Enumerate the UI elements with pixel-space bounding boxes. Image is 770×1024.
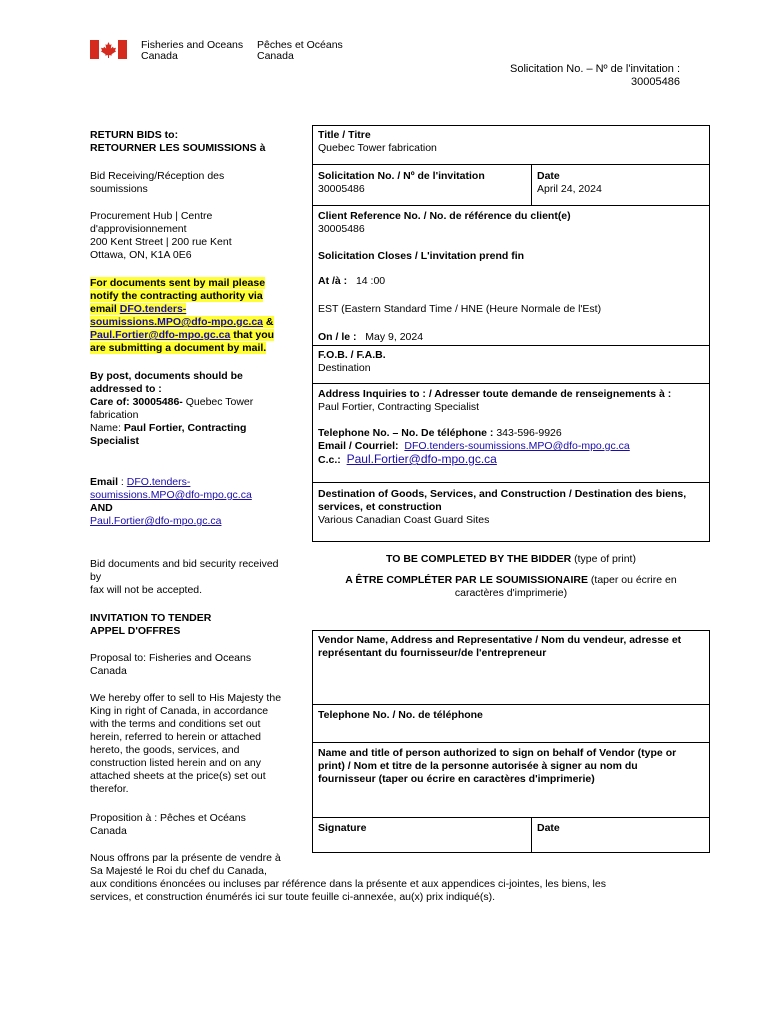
bidder-instructions	[312, 553, 710, 600]
vendor-telephone-label: Telephone No. / No. de téléphone	[318, 709, 483, 721]
return-bids-en: RETURN BIDS to:	[90, 129, 179, 141]
fax-line-2: by	[90, 571, 102, 583]
mail-notice-line-3: email	[90, 303, 120, 315]
solicitation-number-value: 30005486	[318, 183, 365, 195]
title-value: Quebec Tower fabrication	[318, 142, 437, 154]
bid-receiving-line-1: Bid Receiving/Réception des	[90, 170, 225, 182]
destination-cell	[313, 486, 709, 529]
invitation-to-tender	[90, 612, 211, 638]
mail-notice-line-1: For documents sent by mail please	[90, 277, 266, 289]
left-email-link-1[interactable]: DFO.tenders-	[126, 476, 191, 488]
itt-fr: APPEL D'OFFRES	[90, 625, 181, 637]
post-care-of: Care of: 30005486-	[90, 396, 183, 408]
post-name-label: Name:	[90, 422, 124, 434]
offer-line-8: therefor.	[90, 783, 129, 795]
authorized-person-label-1: Name and title of person authorized to sign on behalf of Vendor (type or	[318, 747, 677, 759]
inquiries-email-label: Email / Courriel:	[318, 440, 399, 452]
signature-label: Signature	[318, 822, 367, 834]
offer-line-3: with the terms and conditions set out	[90, 718, 261, 730]
bid-receiving	[90, 170, 224, 196]
bidder-instr-en: TO BE COMPLETED BY THE BIDDER	[386, 553, 572, 565]
title-cell	[313, 127, 442, 157]
dept-fr-line-1: Pêches et Océans	[257, 39, 343, 51]
header-solicitation-label: Solicitation No. – Nº de l'invitation :	[510, 63, 680, 75]
date-value: April 24, 2024	[537, 183, 602, 195]
address-line-1: Procurement Hub | Centre	[90, 210, 213, 222]
fax-line-1: Bid documents and bid security received	[90, 558, 279, 570]
authorized-person-field[interactable]	[313, 745, 709, 817]
dept-fr-line-2: Canada	[257, 50, 294, 62]
post-line-2: addressed to :	[90, 383, 162, 395]
fob-cell	[313, 347, 391, 377]
offer-line-2: King in right of Canada, in accordance	[90, 705, 269, 717]
mail-notice-line-6: are submitting a document by mail.	[90, 342, 267, 354]
inquiries-value: Paul Fortier, Contracting Specialist	[318, 401, 480, 413]
dept-en-line-1: Fisheries and Oceans	[141, 39, 244, 51]
solicitation-number-label: Solicitation No. / Nº de l'invitation	[318, 170, 485, 182]
proposal-en	[90, 652, 251, 678]
offer-text	[90, 692, 281, 796]
closes-timezone-value: EST (Eastern Standard Time / HNE (Heure Normale de l'Est)	[318, 303, 602, 315]
mail-notice-line-5: that you	[230, 329, 275, 341]
left-email-and: AND	[90, 502, 113, 514]
post-line-1: By post, documents should be	[90, 370, 243, 382]
closes-timezone	[313, 301, 606, 318]
vendor-telephone-field[interactable]	[313, 707, 709, 742]
left-email-label: Email	[90, 476, 119, 488]
bidder-instr-fr-note: (taper ou écrire en	[587, 574, 677, 586]
destination-label-line-1: Destination of Goods, Services, and Construction / Destination des biens,	[318, 488, 687, 500]
left-email-link-2[interactable]: soumissions.MPO@dfo-mpo.gc.ca	[90, 489, 252, 501]
client-reference-label: Client Reference No. / No. de référence du client(e)	[318, 210, 571, 222]
header-solicitation	[470, 63, 680, 89]
title-label: Title / Titre	[318, 129, 371, 141]
offer-fr-line-2: Sa Majesté le Roi du chef du Canada,	[90, 865, 267, 877]
return-bids-fr: RETOURNER LES SOUMISSIONS à	[90, 142, 266, 154]
proposal-en-line-1: Proposal to: Fisheries and Oceans	[90, 652, 252, 664]
fob-label: F.O.B. / F.A.B.	[318, 349, 386, 361]
post-notice	[90, 370, 253, 448]
authorized-person-label-2: print) / Nom et titre de la personne autorisée à signer au nom du	[318, 760, 638, 772]
header-solicitation-number: 30005486	[631, 76, 680, 88]
bidder-instr-en-note: (type of print)	[571, 553, 636, 565]
offer-line-5: hereto, the goods, services, and	[90, 744, 240, 756]
procurement-address	[90, 210, 232, 262]
offer-fr-line-3: aux conditions énoncées ou incluses par référence dans la présente et aux appendices ci-jointes, les biens, les	[90, 878, 606, 890]
mail-notice	[90, 277, 295, 355]
destination-value: Various Canadian Coast Guard Sites	[318, 514, 490, 526]
dept-en-line-2: Canada	[141, 50, 178, 62]
address-line-2: d'approvisionnement	[90, 223, 187, 235]
address-line-3: 200 Kent Street | 200 rue Kent	[90, 236, 232, 248]
inquiries-cc-label: C.c.:	[318, 454, 341, 466]
authorized-person-label-3: fournisseur (taper ou écrire en caractères d'imprimerie)	[318, 773, 595, 785]
closes-label: Solicitation Closes / L'invitation prend fin	[318, 250, 525, 262]
bid-receiving-line-2: soumissions	[90, 183, 148, 195]
left-email-link-3[interactable]: Paul.Fortier@dfo-mpo.gc.ca	[90, 515, 222, 527]
inquiries-cell	[313, 386, 709, 469]
vendor-name-label-1: Vendor Name, Address and Representative / Nom du vendeur, adresse et	[318, 634, 682, 646]
inquiries-tel-label: Telephone No. – No. De téléphone :	[318, 427, 494, 439]
destination-label-line-2: services, et construction	[318, 501, 442, 513]
post-line-6: Specialist	[90, 435, 140, 447]
return-bids	[90, 129, 265, 155]
proposal-fr-line-2: Canada	[90, 825, 127, 837]
inquiries-email-link[interactable]: DFO.tenders-soumissions.MPO@dfo-mpo.gc.ca	[404, 440, 630, 452]
vendor-name-field[interactable]	[313, 632, 709, 704]
bidder-instr-fr: A ÊTRE COMPLÉTER PAR LE SOUMISSIONAIRE	[345, 574, 588, 586]
mail-notice-line-2: notify the contracting authority via	[90, 290, 263, 302]
offer-line-1: We hereby offer to sell to His Majesty the	[90, 692, 282, 704]
client-reference-value: 30005486	[318, 223, 365, 235]
fax-notice	[90, 558, 279, 597]
closes-at-value: 14 :00	[355, 275, 386, 287]
closes-cell	[313, 248, 529, 265]
fob-value: Destination	[318, 362, 371, 374]
post-line-4: fabrication	[90, 409, 139, 421]
mail-notice-email-link-1[interactable]: DFO.tenders-	[119, 303, 187, 315]
dept-name-fr	[257, 40, 343, 62]
mail-notice-email-link-2[interactable]: soumissions.MPO@dfo-mpo.gc.ca	[90, 316, 264, 328]
closes-on-label: On / le :	[318, 331, 357, 343]
inquiries-cc-link[interactable]: Paul.Fortier@dfo-mpo.gc.ca	[346, 452, 497, 466]
bidder-instr-fr-note-2: caractères d'imprimerie)	[454, 587, 568, 599]
proposal-fr-line-1: Proposition à : Pêches et Océans	[90, 812, 246, 824]
mail-notice-ampersand: &	[263, 316, 274, 328]
offer-line-6: construction listed herein and on any	[90, 757, 262, 769]
proposal-fr	[90, 812, 246, 838]
signature-date-field[interactable]	[532, 820, 709, 853]
left-email-sep: :	[118, 476, 127, 488]
mail-notice-email-link-3[interactable]: Paul.Fortier@dfo-mpo.gc.ca	[90, 329, 231, 341]
proposal-en-line-2: Canada	[90, 665, 127, 677]
offer-fr-line-1: Nous offrons par la présente de vendre à	[90, 852, 281, 864]
signature-date-label: Date	[537, 822, 560, 834]
left-email-block	[90, 476, 252, 528]
closes-date	[313, 329, 428, 346]
date-label: Date	[537, 170, 560, 182]
closes-at-label: At /à :	[318, 275, 348, 287]
client-reference-cell	[313, 208, 576, 238]
fax-line-3: fax will not be accepted.	[90, 584, 203, 596]
canada-flag-icon	[90, 40, 127, 59]
offer-fr-line-4: services, et construction énumérés ici sur toute feuille ci-annexée, au(x) prix indiqué(s).	[90, 891, 496, 903]
vendor-name-label-2: représentant du fournisseur/de l'entrepreneur	[318, 647, 547, 659]
post-care-of-title: Quebec Tower	[182, 396, 254, 408]
offer-text-fr	[90, 852, 690, 904]
itt-en: INVITATION TO TENDER	[90, 612, 212, 624]
closes-on-value: May 9, 2024	[365, 331, 424, 343]
offer-line-7: attached sheets at the price(s) set out	[90, 770, 266, 782]
offer-line-4: herein, referred to herein or attached	[90, 731, 262, 743]
inquiries-label: Address Inquiries to : / Adresser toute demande de renseignements à :	[318, 388, 672, 400]
solicitation-number-cell	[313, 168, 490, 198]
dept-name-en	[141, 40, 243, 62]
closes-time	[313, 273, 390, 290]
address-line-4: Ottawa, ON, K1A 0E6	[90, 249, 192, 261]
signature-field[interactable]	[313, 820, 531, 853]
post-name-value: Paul Fortier, Contracting	[123, 422, 247, 434]
inquiries-tel-value: 343-596-9926	[496, 427, 562, 439]
date-cell	[532, 168, 607, 198]
